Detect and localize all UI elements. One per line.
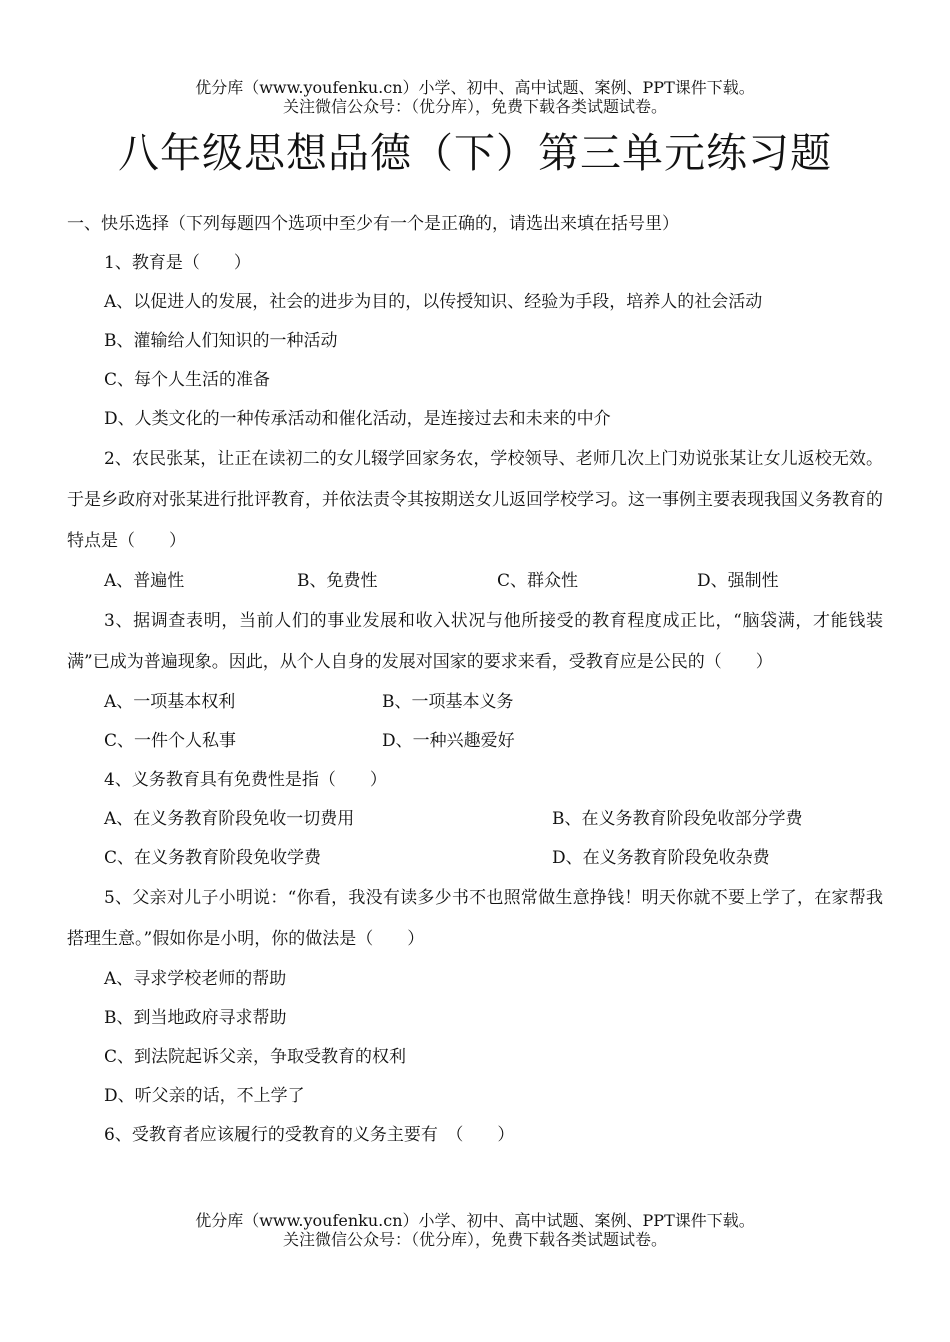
question-5-option-b: B、到当地政府寻求帮助	[104, 1008, 287, 1028]
question-1-option-d: D、人类文化的一种传承活动和催化活动，是连接过去和未来的中介	[104, 409, 611, 429]
page-header	[0, 78, 950, 116]
document-body	[67, 205, 883, 1155]
question-2-option-d: D、强制性	[697, 571, 779, 591]
question-3-option-a: A、一项基本权利	[104, 692, 236, 712]
question-6-stem: 6、受教育者应该履行的受教育的义务主要有 （ ）	[104, 1125, 515, 1145]
question-2-options	[67, 562, 883, 601]
question-1-option-b: B、灌输给人们知识的一种活动	[104, 331, 338, 351]
footer-line-1: 优分库（www.youfenku.cn）小学、初中、高中试题、案例、PPT课件下载。	[195, 1211, 755, 1230]
document-title: 八年级思想品德（下）第三单元练习题	[118, 129, 832, 177]
question-4-option-b: B、在义务教育阶段免收部分学费	[552, 809, 803, 829]
question-3-option-b: B、一项基本义务	[382, 692, 514, 712]
question-1-option-a: A、以促进人的发展，社会的进步为目的，以传授知识、经验为手段，培养人的社会活动	[104, 292, 763, 312]
question-5-stem	[67, 878, 883, 960]
question-2-option-c: C、群众性	[497, 571, 579, 591]
question-3-stem	[67, 601, 883, 683]
question-4-option-c: C、在义务教育阶段免收学费	[104, 848, 322, 868]
question-5-option-d: D、听父亲的话，不上学了	[104, 1086, 305, 1106]
question-2-option-a: A、普遍性	[104, 571, 185, 591]
question-4-option-d: D、在义务教育阶段免收杂费	[552, 848, 770, 868]
question-5-option-a: A、寻求学校老师的帮助	[104, 969, 287, 989]
question-3-stem-text: 3、据调查表明，当前人们的事业发展和收入状况与他所接受的教育程度成正比，“脑袋满，才能钱装满”已成为普遍现象。因此，从个人自身的发展对国家的要求来看，受教育应是公民的（ ）	[67, 611, 883, 672]
footer-line-2: 关注微信公众号：（优分库），免费下载各类试题试卷。	[282, 1230, 667, 1249]
question-4-options-row-2	[67, 839, 883, 878]
question-4-options-row-1	[67, 800, 883, 839]
question-3-option-c: C、一件个人私事	[104, 731, 237, 751]
question-5-option-c: C、到法院起诉父亲，争取受教育的权利	[104, 1047, 407, 1067]
question-2-stem-text: 2、农民张某，让正在读初二的女儿辍学回家务农，学校领导、老师几次上门劝说张某让女儿返校无效。于是乡政府对张某进行批评教育，并依法责令其按期送女儿返回学校学习。这一事例主要表现我国义务教育的特点是（ ）	[67, 449, 883, 551]
question-4-option-a: A、在义务教育阶段免收一切费用	[104, 809, 355, 829]
question-3-options-row-2	[67, 722, 883, 761]
header-line-2: 关注微信公众号：（优分库），免费下载各类试题试卷。	[282, 97, 667, 116]
question-2-option-b: B、免费性	[297, 571, 378, 591]
section-heading: 一、快乐选择（下列每题四个选项中至少有一个是正确的，请选出来填在括号里）	[67, 214, 679, 234]
question-1-stem: 1、教育是（ ）	[104, 253, 251, 273]
question-5-stem-text: 5、父亲对儿子小明说：“你看，我没有读多少书不也照常做生意挣钱！明天你就不要上学了，在家帮我搭理生意。”假如你是小明，你的做法是（ ）	[67, 888, 883, 949]
question-2-stem	[67, 439, 883, 562]
question-4-stem: 4、义务教育具有免费性是指（ ）	[104, 770, 387, 790]
question-1-option-c: C、每个人生活的准备	[104, 370, 271, 390]
question-3-option-d: D、一种兴趣爱好	[382, 731, 515, 751]
question-3-options-row-1	[67, 683, 883, 722]
header-line-1: 优分库（www.youfenku.cn）小学、初中、高中试题、案例、PPT课件下载。	[195, 78, 755, 97]
page-footer	[0, 1211, 950, 1249]
